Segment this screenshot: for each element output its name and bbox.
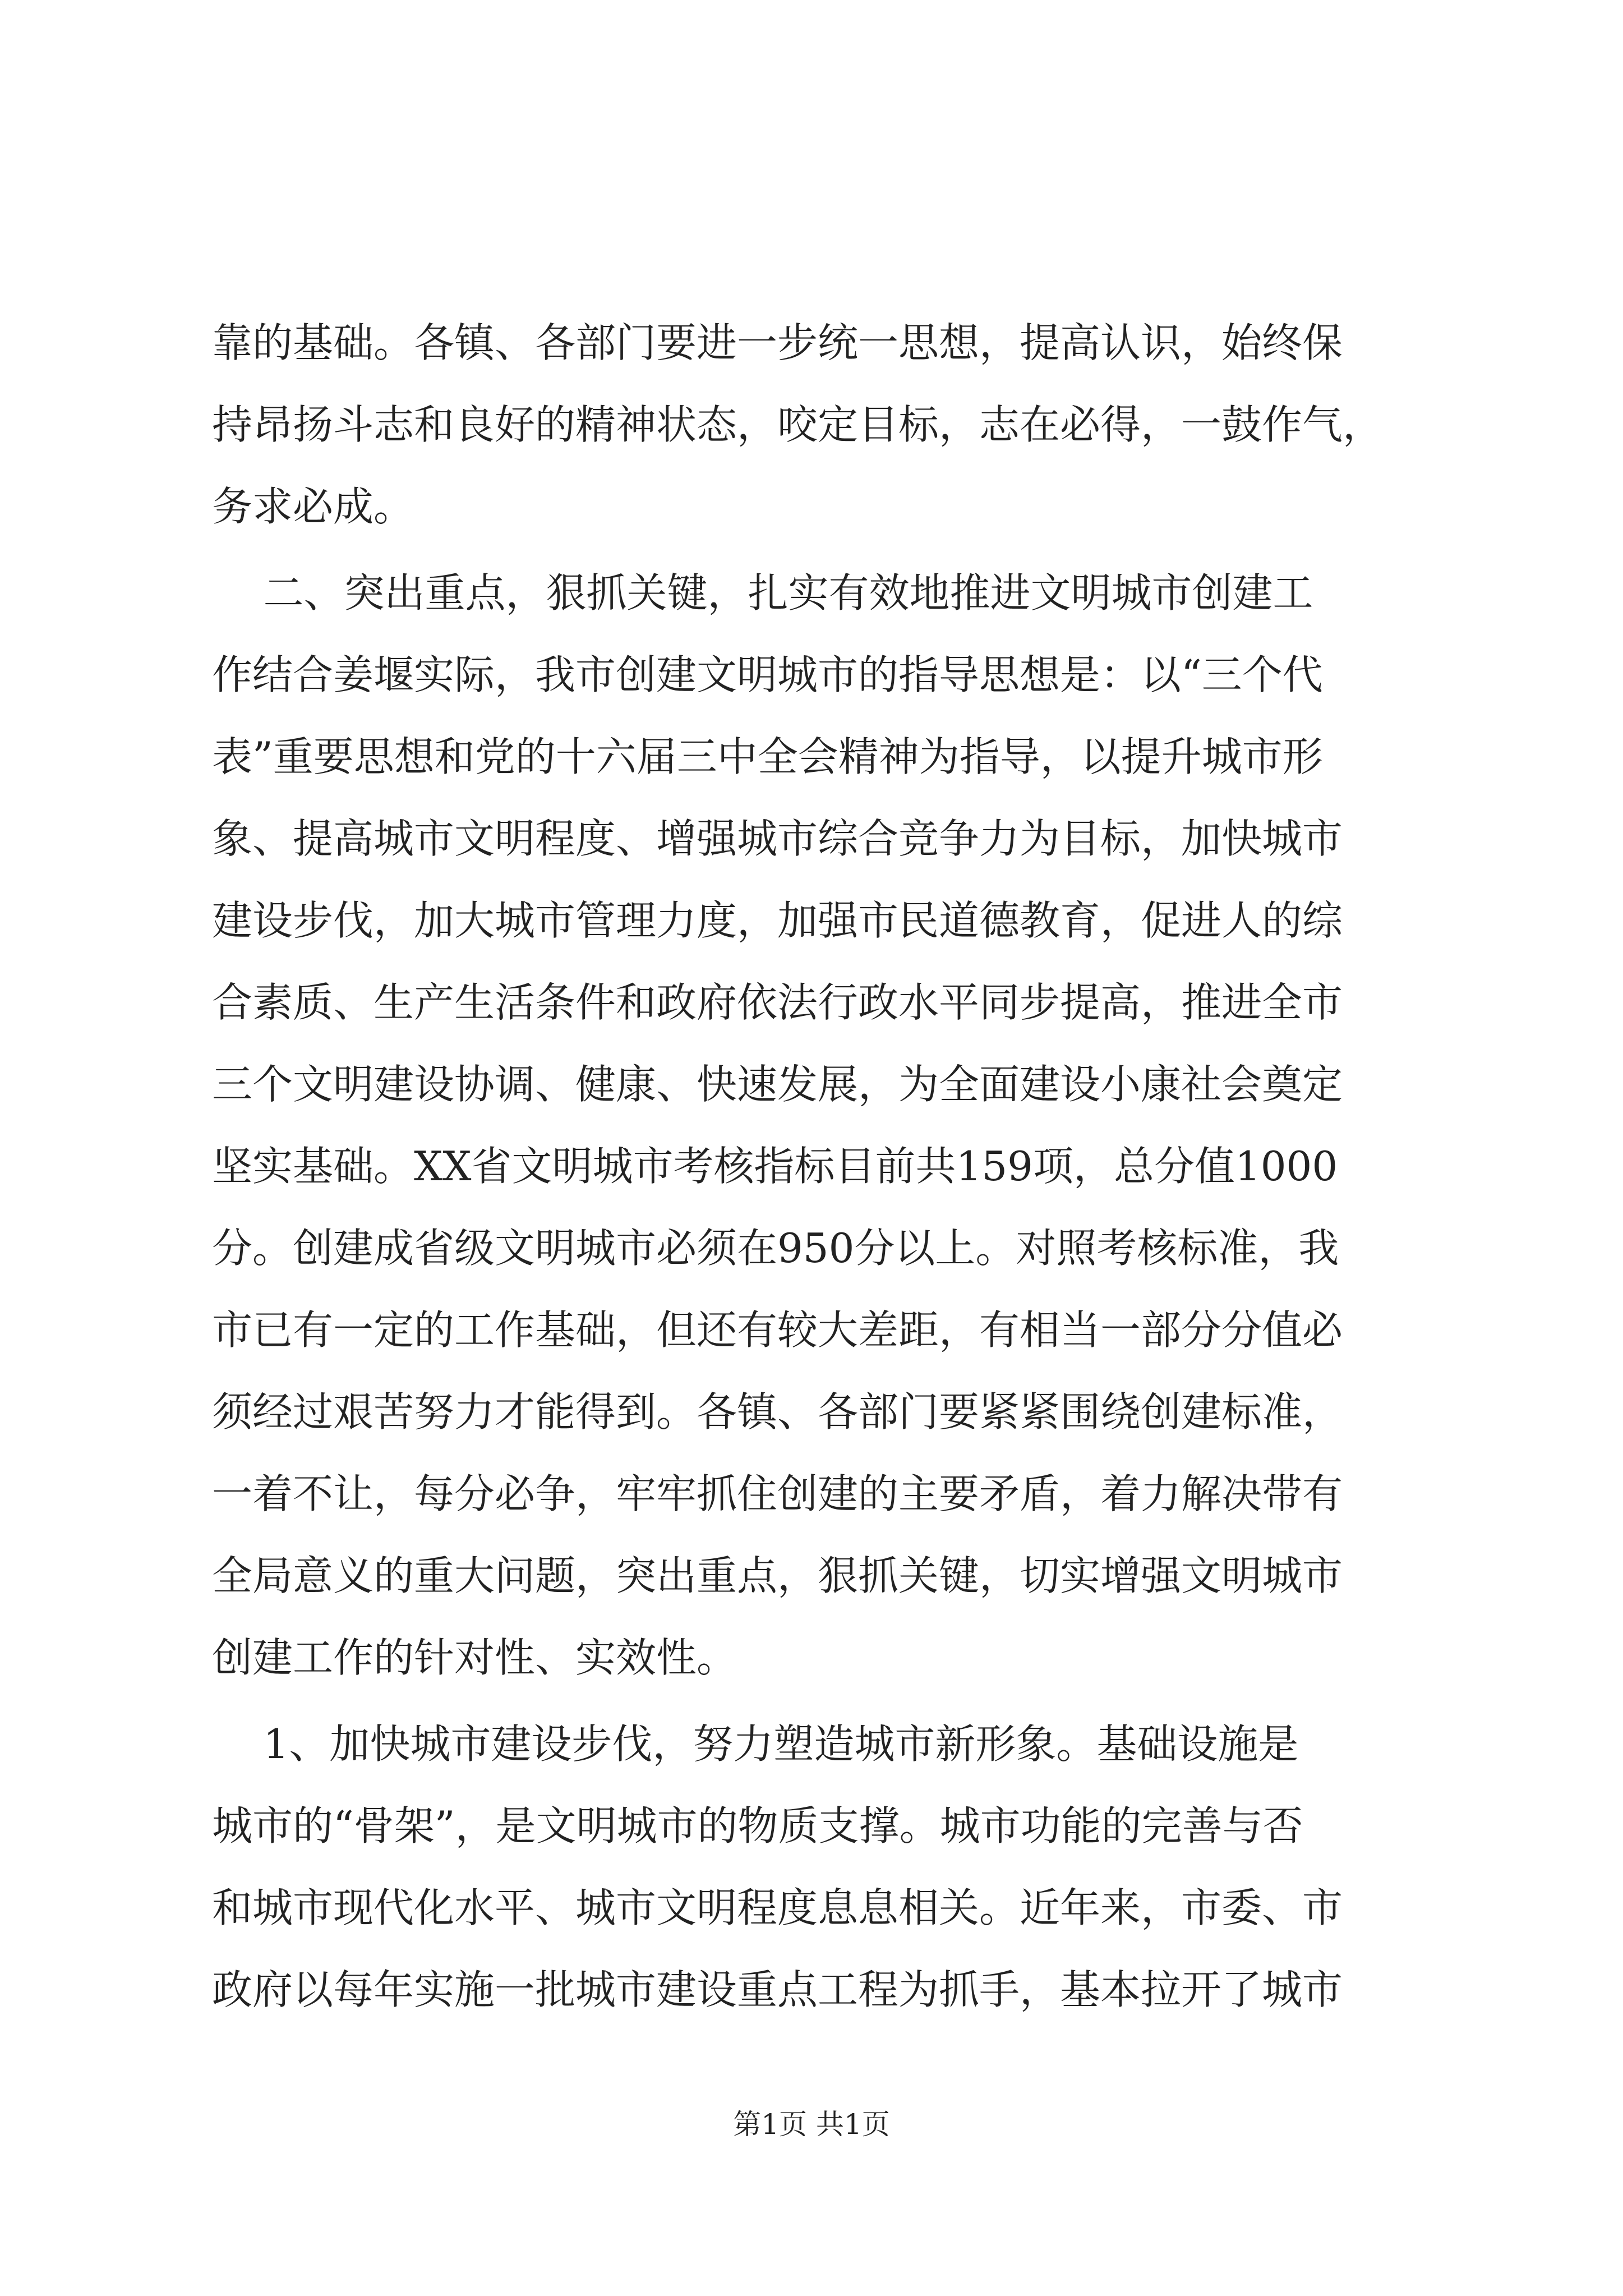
text-line: 须经过艰苦努力才能得到。各镇、各部门要紧紧围绕创建标准， [212,1388,1343,1435]
text-line: 务求必成。 [212,483,414,530]
text-line: 和城市现代化水平、城市文明程度息息相关。近年来，市委、市 [212,1884,1343,1931]
text-line: 二、突出重点，狠抓关键，扎实有效地推进文明城市创建工 [212,569,1313,616]
document-body [212,302,1424,2031]
text-line: 城市的“骨架”，是文明城市的物质支撑。城市功能的完善与否 [212,1802,1303,1849]
text-line: 建设步伐，加大城市管理力度，加强市民道德教育，促进人的综 [212,897,1343,944]
page-footer [0,2105,1623,2144]
text-line: 政府以每年实施一批城市建设重点工程为抓手，基本拉开了城市 [212,1966,1343,2013]
text-line: 创建工作的针对性、实效性。 [212,1634,737,1681]
paragraph [212,302,1424,547]
text-line: 靠的基础。各镇、各部门要进一步统一思想，提高认识，始终保 [212,319,1343,366]
paragraph-gap [212,1699,1424,1703]
text-line: 全局意义的重大问题，突出重点，狠抓关键，切实增强文明城市 [212,1552,1343,1599]
text-line: 表”重要思想和党的十六届三中全会精神为指导，以提升城市形 [212,733,1323,780]
paragraph-gap [212,547,1424,552]
text-line: 象、提高城市文明程度、增强城市综合竞争力为目标，加快城市 [212,815,1343,862]
paragraph [212,1703,1424,2031]
text-line: 持昂扬斗志和良好的精神状态，咬定目标，志在必得，一鼓作气， [212,401,1384,448]
text-line: 三个文明建设协调、健康、快速发展，为全面建设小康社会奠定 [212,1061,1343,1108]
text-line: 作结合姜堰实际，我市创建文明城市的指导思想是：以“三个代 [212,651,1323,698]
paragraph [212,552,1424,1699]
text-line: 分。创建成省级文明城市必须在950分以上。对照考核标准，我 [212,1225,1339,1272]
text-line: 一着不让，每分必争，牢牢抓住创建的主要矛盾，着力解决带有 [212,1470,1343,1517]
text-line: 合素质、生产生活条件和政府依法行政水平同步提高，推进全市 [212,979,1343,1026]
text-line: 坚实基础。XX省文明城市考核指标目前共159项，总分值1000 [212,1143,1338,1190]
text-line: 市已有一定的工作基础，但还有较大差距，有相当一部分分值必 [212,1306,1343,1354]
page-number-label: 第1页 共1页 [733,2108,890,2141]
text-line: 1、加快城市建设步伐，努力塑造城市新形象。基础设施是 [212,1720,1299,1768]
